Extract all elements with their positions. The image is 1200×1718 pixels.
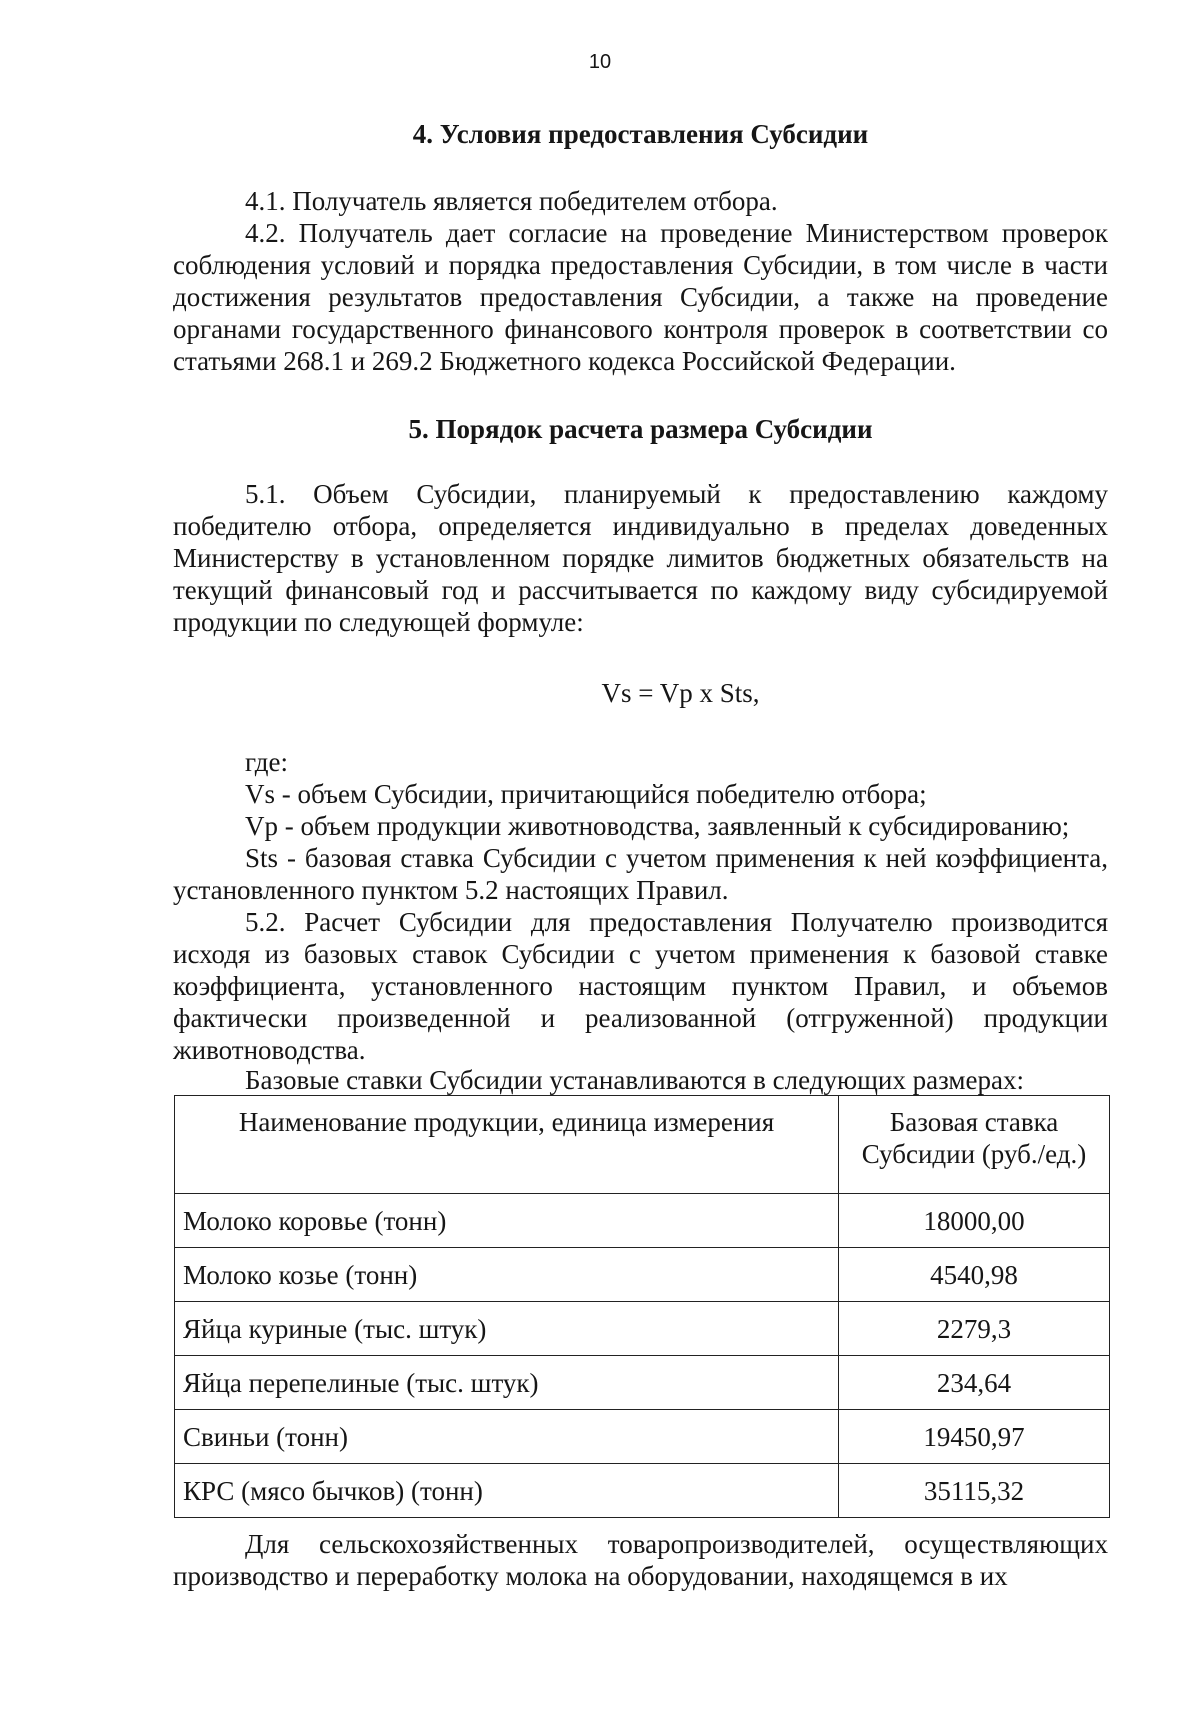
definition-vp: Vp - объем продукции животноводства, заявленный к субсидированию; [245, 811, 1070, 841]
header-product: Наименование продукции, единица измерения [175, 1096, 839, 1194]
where-label: где: [245, 747, 288, 777]
rate-value: 35115,32 [839, 1464, 1110, 1518]
definition-vs: Vs - объем Субсидии, причитающийся победителю отбора; [245, 779, 927, 809]
table-header-row [175, 1096, 1110, 1194]
product-name: Яйца куриные (тыс. штук) [175, 1302, 839, 1356]
table-row [175, 1410, 1110, 1464]
table-row [175, 1194, 1110, 1248]
closing-paragraph: Для сельскохозяйственных товаропроизводителей, осуществляющих производство и переработку молока на оборудовании, находящемся в их [173, 1529, 1108, 1591]
rate-value: 19450,97 [839, 1410, 1110, 1464]
paragraph-4-1: 4.1. Получатель является победителем отбора. [245, 186, 778, 216]
page-number: 10 [588, 51, 612, 73]
product-name: КРС (мясо бычков) (тонн) [175, 1464, 839, 1518]
table-row [175, 1248, 1110, 1302]
paragraph-4-2: 4.2. Получатель дает согласие на проведение Министерством проверок соблюдения условий и порядка предоставления Субсидии, в том числе в части достижения результатов предоставления Субсидии, а также на проведение органами государственного финансового контроля проверок в соответствии со статьями 268.1 и 269.2 Бюджетного кодекса Российской Федерации. [173, 218, 1108, 376]
rate-value: 234,64 [839, 1356, 1110, 1410]
rate-value: 2279,3 [839, 1302, 1110, 1356]
product-name: Яйца перепелиные (тыс. штук) [175, 1356, 839, 1410]
rate-value: 18000,00 [839, 1194, 1110, 1248]
section-4-heading: 4. Условия предоставления Субсидии [412, 119, 869, 149]
formula: Vs = Vp x Sts, [601, 678, 760, 708]
table-row [175, 1302, 1110, 1356]
paragraph-5-1: 5.1. Объем Субсидии, планируемый к предоставлению каждому победителю отбора, определяется индивидуально в пределах доведенных Министерству в установленном порядке лимитов бюджетных обязательств на текущий финансовый год и рассчитывается по каждому виду субсидируемой продукции по следующей формуле: [173, 479, 1108, 637]
definition-sts: Sts - базовая ставка Субсидии с учетом применения к ней коэффициента, установленного пунктом 5.2 настоящих Правил. [173, 843, 1108, 905]
paragraph-5-2: 5.2. Расчет Субсидии для предоставления Получателю производится исходя из базовых ставок Субсидии с учетом применения к базовой ставке коэффициента, установленного настоящим пунктом Правил, и объемов фактически произведенной и реализованной (отгруженной) продукции животноводства. [173, 907, 1108, 1065]
section-5-heading: 5. Порядок расчета размера Субсидии [408, 414, 873, 444]
rate-value: 4540,98 [839, 1248, 1110, 1302]
table-intro: Базовые ставки Субсидии устанавливаются в следующих размерах: [245, 1065, 1024, 1095]
product-name: Свиньи (тонн) [175, 1410, 839, 1464]
table-row [175, 1464, 1110, 1518]
header-rate: Базовая ставка Субсидии (руб./ед.) [839, 1096, 1110, 1194]
table-row [175, 1356, 1110, 1410]
subsidy-rates-table [174, 1095, 1110, 1518]
product-name: Молоко коровье (тонн) [175, 1194, 839, 1248]
product-name: Молоко козье (тонн) [175, 1248, 839, 1302]
